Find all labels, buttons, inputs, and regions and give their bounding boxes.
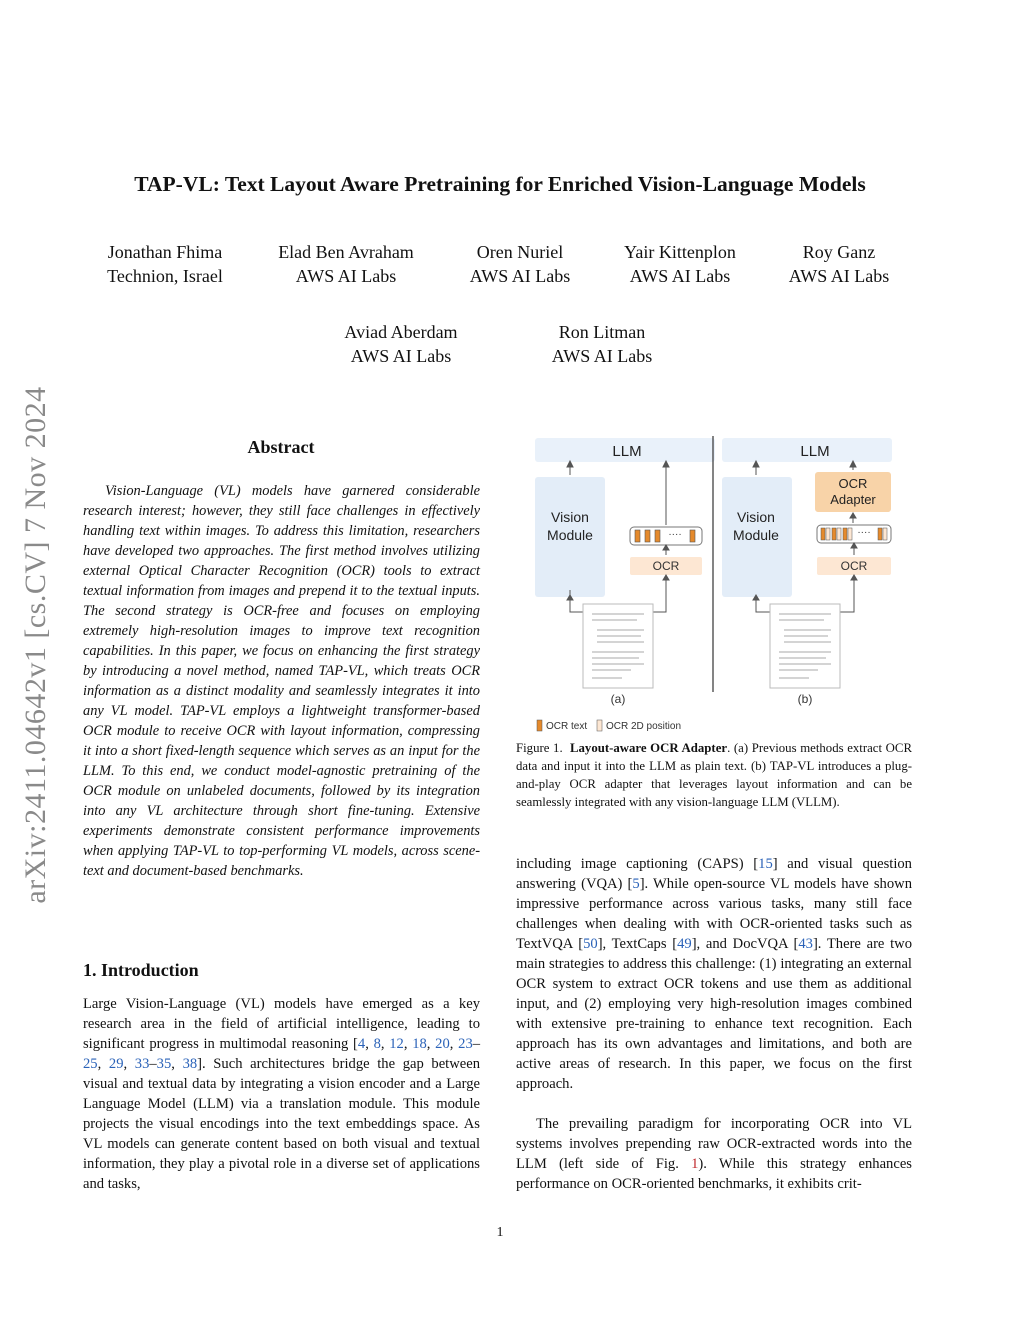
vision-word: Vision (737, 509, 775, 525)
ocr-position-token (837, 528, 841, 540)
document-thumbnail (770, 604, 840, 688)
citation-link[interactable]: 18 (412, 1036, 427, 1052)
ocr-text-token (655, 530, 660, 542)
ocr-position-token (826, 528, 830, 540)
figure-reference-link[interactable]: 1 (691, 1156, 699, 1172)
author-name: Elad Ben Avraham (278, 242, 414, 262)
panel-a-label: (a) (610, 692, 626, 706)
text-run: ], TextCaps [ (597, 936, 678, 952)
author-name: Ron Litman (558, 322, 646, 342)
module-word: Module (733, 527, 779, 543)
author-name: Oren Nuriel (476, 242, 564, 262)
author-affiliation: AWS AI Labs (788, 266, 890, 286)
intro-paragraph: Large Vision-Language (VL) models have emerged as a key research area in the field of artificial intelligence, leading to significant progress in multimodal reasoning [4, 8, 12, 18, 20, 23–25, 29, 33–35, 38]. Such architectures bridge the gap between visual and textual data by integrating a vision encoder and a Large Language Model (LLM) via a translation module. This module projects the visual encodings into the text embeddings space. As VL models can generate content based on both visual and textual information, they play a pivotal role in a diverse set of applications and tasks, (83, 996, 481, 1192)
adapter-word-1: OCR (838, 476, 868, 491)
arxiv-sidebar (8, 355, 64, 935)
citation-link[interactable]: 33 (134, 1056, 150, 1072)
ocr-text-token (645, 530, 650, 542)
author-name: Roy Ganz (802, 242, 876, 262)
document-thumbnail (583, 604, 653, 688)
author-block (75, 240, 255, 288)
text-run: including image captioning (CAPS) [ (516, 856, 759, 872)
llm-label: LLM (612, 443, 642, 460)
ocr-text-token (832, 528, 836, 540)
citation-link[interactable]: 15 (758, 856, 773, 872)
author-affiliation: AWS AI Labs (469, 266, 571, 286)
author-block (430, 240, 610, 288)
legend-ocr-text: OCR text (546, 721, 588, 732)
token-ellipsis: ···· (857, 527, 871, 538)
token-ellipsis: ···· (668, 529, 682, 540)
author-name: Aviad Aberdam (344, 322, 458, 342)
author-block (590, 240, 770, 288)
citation-link[interactable]: 8 (373, 1036, 381, 1052)
ocr-position-token (848, 528, 852, 540)
page-number: 1 (496, 1225, 504, 1240)
ocr-text-token (821, 528, 825, 540)
module-word: Module (547, 527, 593, 543)
arxiv-identifier: arXiv:2411.04642v1 [cs.CV] 7 Nov 2024 (19, 386, 52, 904)
caption-title: Layout-aware OCR Adapter (569, 741, 728, 755)
author-affiliation: AWS AI Labs (629, 266, 731, 286)
panel-b-label: (b) (797, 692, 813, 706)
citation-link[interactable]: 4 (357, 1036, 366, 1052)
intro-paragraph (516, 854, 912, 1094)
text-run: ] and visual question answering (VQA) [ (516, 856, 912, 892)
author-name: Yair Kittenplon (624, 242, 736, 262)
text-run: Large Vision-Language (VL) models have emerged as a key research area in the field of artificial intelligence, leading to significant progress in multimodal reasoning [ (83, 996, 480, 1052)
citation-link[interactable]: 35 (156, 1056, 172, 1072)
citation-link[interactable]: 12 (389, 1036, 404, 1052)
section-heading: 1. Introduction (83, 960, 199, 980)
intro-paragraph (516, 1114, 912, 1194)
figure-caption (516, 739, 912, 811)
text-run: ]. While open-source VL models have shown impressive performance across various tasks, many still face challenges when dealing with with OCR-oriented tasks such as TextVQA [ (516, 876, 912, 952)
legend-ocr-text-swatch (537, 720, 542, 731)
author-affiliation: AWS AI Labs (551, 346, 653, 366)
citation-link[interactable]: 20 (435, 1036, 450, 1052)
author-affiliation: Technion, Israel (107, 266, 223, 286)
ocr-label: OCR (652, 559, 680, 573)
citation-link[interactable]: 43 (798, 936, 813, 952)
llm-label: LLM (800, 443, 830, 460)
author-block (749, 240, 929, 288)
figure-1-diagram (527, 430, 927, 735)
text-run: ]. Such architectures bridge the gap between visual and textual data by integrating a vision encoder and a Large Language Model (LLM) via a translation module. This module projects the visual encodings into the text embeddings space. As VL models can generate content based on both visual and textual information, they play a pivotal role in a diverse set of applications and tasks, (83, 1056, 481, 1192)
citation-link[interactable]: 38 (182, 1056, 198, 1072)
author-block (512, 320, 692, 368)
text-run: ], and DocVQA [ (691, 936, 799, 952)
abstract-text: Vision-Language (VL) models have garnered considerable research interest; however, they still face challenges in effectively handling text within images. To address this limitation, researchers have developed two approaches. The first method involves utilizing external Optical Character Recognition (OCR) tools to extract textual information from images and prepend it to the textual inputs. The second strategy is OCR-free and focuses on employing extremely high-resolution images to improve text recognition capabilities. In this paper, we focus on enhancing the first strategy by introducing a novel method, named TAP-VL, which treats OCR information as a distinct modality and seamlessly integrates it into any VL model. TAP-VL employs a lightweight transformer-based OCR module to receive OCR with layout information, compressing it into a short fixed-length sequence which serves as an input for the LLM. To this end, we conduct model-agnostic pretraining of the OCR module on unlabeled documents, followed by its integration into any VL architecture through short fine-tuning. Extensive experiments demonstrate consistent performance improvements when applying TAP-VL to top-performing VL models, across scene-text and document-based benchmarks. (83, 483, 480, 879)
ocr-text-token (843, 528, 847, 540)
author-affiliation: AWS AI Labs (295, 266, 397, 286)
author-block (256, 240, 436, 288)
author-block (311, 320, 491, 368)
legend-ocr-2d-swatch (597, 720, 602, 731)
ocr-label: OCR (840, 559, 868, 573)
text-run: The prevailing paradigm for incorporating OCR into VL systems involves prepending raw OCR-extracted words into the LLM (left side of Fig. (516, 1116, 912, 1172)
ocr-text-token (878, 528, 882, 540)
ocr-position-token (883, 528, 887, 540)
paper-title: TAP-VL: Text Layout Aware Pretraining for Enriched Vision-Language Models (134, 172, 866, 196)
adapter-word-2: Adapter (830, 492, 876, 507)
text-run: ]. There are two main strategies to address this challenge: (1) integrating an external OCR system to extract OCR tokens and use them as additional input, and (2) employing very high-resolution images combined with extensive pre-training to enhance text recognition. Each approach has its own advantages and limitations, and both are active areas of research. In this paper, we focus on the first approach. (516, 936, 912, 1092)
author-affiliation: AWS AI Labs (350, 346, 452, 366)
caption-label: Figure 1. (516, 741, 563, 755)
vision-word: Vision (551, 509, 589, 525)
citation-link[interactable]: 49 (677, 936, 692, 952)
ocr-text-token (635, 530, 640, 542)
abstract-heading: Abstract (247, 437, 315, 457)
citation-link[interactable]: 23 (458, 1036, 473, 1052)
caption-text: . (a) Previous methods extract OCR data and input it into the LLM as plain text. (b) TAP-VL introduces a plug-and-play OCR adapter that leverages layout information and can be seamlessly integrated with any vision-language LLM (VLLM). (516, 741, 912, 809)
ocr-text-token (690, 530, 695, 542)
citation-link[interactable]: 29 (108, 1056, 124, 1072)
author-name: Jonathan Fhima (107, 242, 223, 262)
citation-link[interactable]: 25 (83, 1056, 98, 1072)
text-run: ). While this strategy enhances performance on OCR-oriented benchmarks, it exhibits crit- (516, 1156, 912, 1192)
legend-ocr-2d: OCR 2D position (606, 721, 682, 732)
citation-link[interactable]: 5 (632, 876, 640, 892)
citation-link[interactable]: 50 (583, 936, 598, 952)
